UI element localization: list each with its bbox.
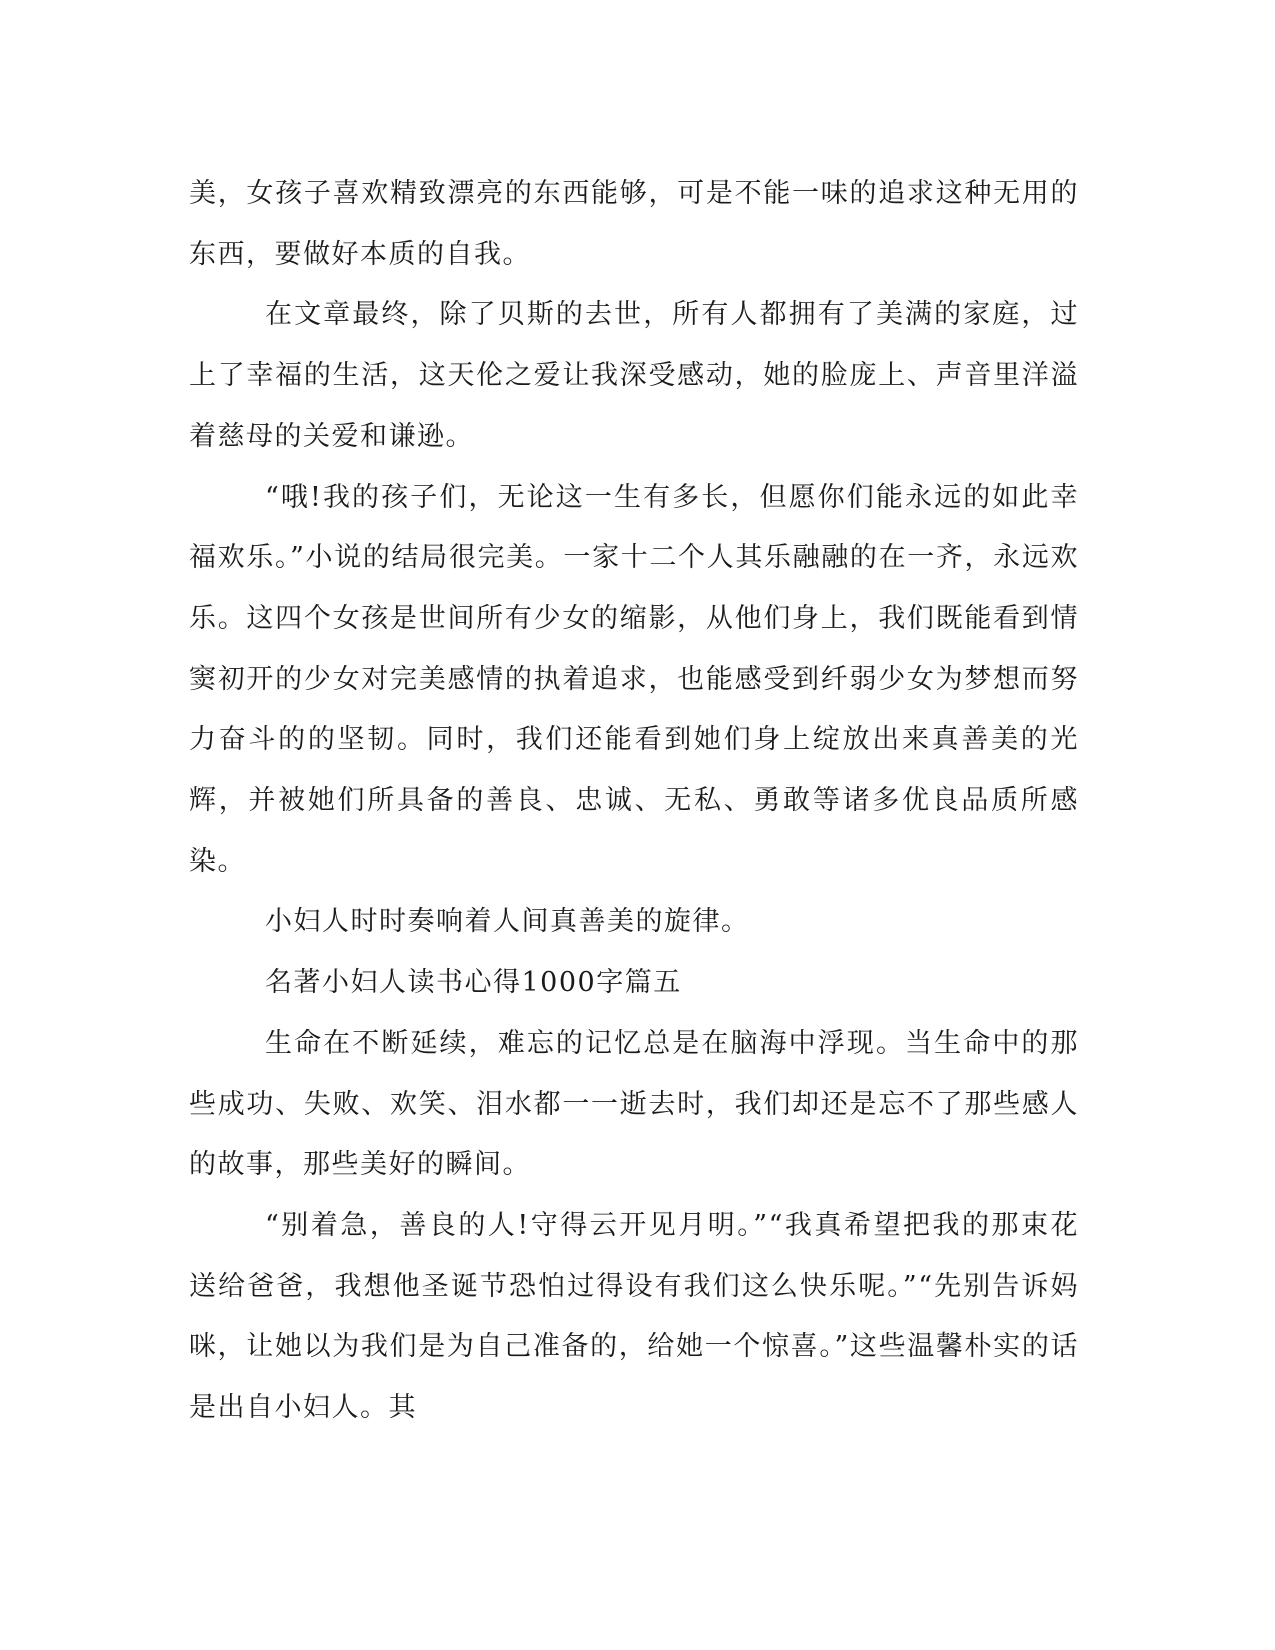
paragraph-ending: 在文章最终，除了贝斯的去世，所有人都拥有了美满的家庭，过上了幸福的生活，这天伦之爱让我深受感动，她的脸庞上、声音里洋溢着慈母的关爱和谦逊。 [189, 299, 1079, 452]
paragraph-intro: 生命在不断延续，难忘的记忆总是在脑海中浮现。当生命中的那些成功、失败、欢笑、泪水都一一逝去时，我们却还是忘不了那些感人的故事，那些美好的瞬间。 [189, 1027, 1079, 1181]
document-body [189, 164, 1079, 1439]
paragraph-continuation: 美，女孩子喜欢精致漂亮的东西能够，可是不能一味的追求这种无用的东西，要做好本质的自我。 [189, 178, 1079, 270]
paragraph-summary: 小妇人时时奏响着人间真善美的旋律。 [265, 906, 750, 938]
paragraph-quotes: “别着急，善良的人!守得云开见月明。”“我真希望把我的那束花送给爸爸，我想他圣诞节恐怕过得设有我们这么快乐呢。”“先别告诉妈咪，让她以为我们是为自己准备的，给她一个惊喜。”这些温馨朴实的话是出自小妇人。其 [189, 1209, 1079, 1424]
section-heading: 名著小妇人读书心得1000字篇五 [265, 967, 682, 999]
paragraph-quote-conclusion: “哦!我的孩子们，无论这一生有多长，但愿你们能永远的如此幸福欢乐。”小说的结局很完美。一家十二个人其乐融融的在一齐，永远欢乐。这四个女孩是世间所有少女的缩影，从他们身上，我们既能看到情窦初开的少女对完美感情的执着追求，也能感受到纤弱少女为梦想而努力奋斗的的坚韧。同时，我们还能看到她们身上绽放出来真善美的光辉，并被她们所具备的善良、忠诚、无私、勇敢等诸多优良品质所感染。 [189, 481, 1079, 877]
